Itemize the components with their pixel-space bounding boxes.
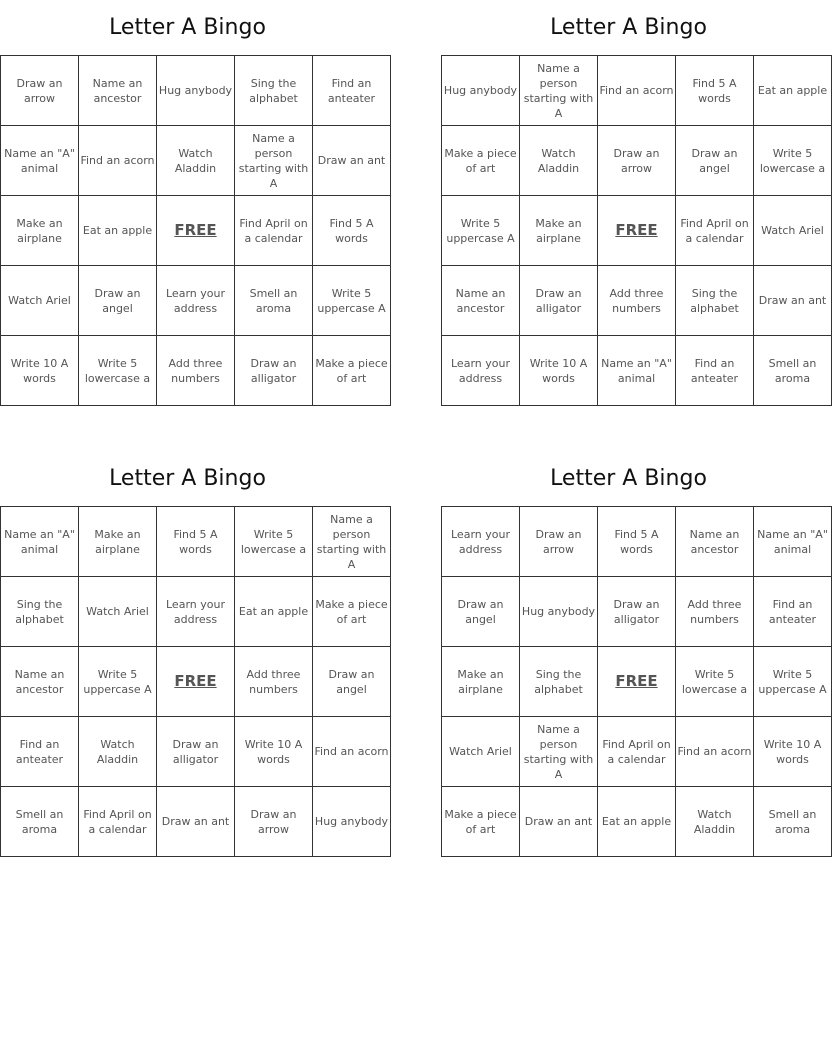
bingo-cell: Name an "A" animal (754, 507, 832, 577)
bingo-cell: Eat an apple (235, 577, 313, 647)
bingo-cell: Watch Aladdin (157, 126, 235, 196)
bingo-cell: Hug anybody (520, 577, 598, 647)
bingo-row (1, 507, 391, 577)
bingo-cell: Find April on a calendar (235, 196, 313, 266)
bingo-cell: Add three numbers (676, 577, 754, 647)
bingo-cell: Write 5 lowercase a (235, 507, 313, 577)
bingo-grid (441, 55, 832, 406)
bingo-cell: Name an ancestor (676, 507, 754, 577)
bingo-cell: Hug anybody (313, 787, 391, 857)
bingo-cell: Name an "A" animal (1, 126, 79, 196)
bingo-cell: Find an acorn (598, 56, 676, 126)
bingo-cell: Make an airplane (520, 196, 598, 266)
bingo-cell: Sing the alphabet (1, 577, 79, 647)
bingo-cell: Name an ancestor (1, 647, 79, 717)
bingo-cell: Hug anybody (442, 56, 520, 126)
bingo-cell: Learn your address (442, 507, 520, 577)
bingo-cell: Make a piece of art (313, 577, 391, 647)
card-title: Letter A Bingo (109, 466, 266, 491)
bingo-cell: Smell an aroma (1, 787, 79, 857)
bingo-cell: Draw an angel (676, 126, 754, 196)
bingo-row (442, 126, 832, 196)
bingo-row (442, 787, 832, 857)
bingo-cell: Draw an arrow (235, 787, 313, 857)
bingo-cell: Draw an ant (157, 787, 235, 857)
bingo-cell: Find 5 A words (598, 507, 676, 577)
bingo-cell: Add three numbers (235, 647, 313, 717)
bingo-cell: Make an airplane (1, 196, 79, 266)
bingo-cell: Find an anteater (1, 717, 79, 787)
bingo-cell: Draw an alligator (157, 717, 235, 787)
bingo-card-4 (441, 451, 828, 857)
bingo-cell: Smell an aroma (754, 336, 832, 406)
free-space: FREE (598, 196, 676, 266)
bingo-cell: Eat an apple (79, 196, 157, 266)
bingo-cell: Write 5 uppercase A (442, 196, 520, 266)
bingo-card-3 (0, 451, 389, 857)
bingo-cell: Name a person starting with A (235, 126, 313, 196)
bingo-row (442, 717, 832, 787)
card-title: Letter A Bingo (550, 15, 707, 40)
bingo-cell: Make a piece of art (442, 126, 520, 196)
bingo-cell: Make an airplane (442, 647, 520, 717)
bingo-cell: Draw an ant (754, 266, 832, 336)
bingo-cell: Find an acorn (676, 717, 754, 787)
bingo-cell: Write 5 uppercase A (754, 647, 832, 717)
bingo-cell: Make an airplane (79, 507, 157, 577)
bingo-cell: Make a piece of art (313, 336, 391, 406)
bingo-cell: Find an anteater (754, 577, 832, 647)
free-space: FREE (598, 647, 676, 717)
bingo-cell: Watch Ariel (754, 196, 832, 266)
bingo-cell: Write 10 A words (520, 336, 598, 406)
bingo-grid (0, 506, 391, 857)
bingo-cell: Add three numbers (157, 336, 235, 406)
bingo-cell: Learn your address (442, 336, 520, 406)
bingo-cell: Watch Ariel (442, 717, 520, 787)
bingo-cell: Name an "A" animal (1, 507, 79, 577)
bingo-row (1, 336, 391, 406)
bingo-cell: Draw an ant (313, 126, 391, 196)
bingo-row (1, 717, 391, 787)
bingo-cell: Write 5 uppercase A (313, 266, 391, 336)
bingo-row (442, 266, 832, 336)
bingo-cell: Name an ancestor (79, 56, 157, 126)
bingo-row (1, 56, 391, 126)
bingo-card-1 (0, 0, 388, 406)
card-title: Letter A Bingo (550, 466, 707, 491)
bingo-cell: Eat an apple (754, 56, 832, 126)
bingo-cell: Draw an alligator (235, 336, 313, 406)
bingo-cell: Name an "A" animal (598, 336, 676, 406)
bingo-grid (0, 55, 391, 406)
bingo-cell: Sing the alphabet (676, 266, 754, 336)
bingo-row (442, 56, 832, 126)
bingo-cell: Find an acorn (313, 717, 391, 787)
bingo-cell: Name a person starting with A (520, 56, 598, 126)
bingo-row (1, 787, 391, 857)
bingo-cell: Watch Ariel (1, 266, 79, 336)
bingo-cell: Add three numbers (598, 266, 676, 336)
bingo-cell: Eat an apple (598, 787, 676, 857)
bingo-cell: Write 10 A words (1, 336, 79, 406)
free-space: FREE (157, 647, 235, 717)
bingo-cell: Draw an arrow (520, 507, 598, 577)
bingo-row (1, 647, 391, 717)
bingo-cell: Write 10 A words (235, 717, 313, 787)
bingo-row (442, 336, 832, 406)
bingo-grid (441, 506, 832, 857)
bingo-cell: Draw an angel (313, 647, 391, 717)
bingo-cell: Write 5 lowercase a (79, 336, 157, 406)
bingo-cell: Learn your address (157, 266, 235, 336)
bingo-cell: Watch Aladdin (676, 787, 754, 857)
bingo-cell: Write 10 A words (754, 717, 832, 787)
bingo-cell: Watch Ariel (79, 577, 157, 647)
card-title: Letter A Bingo (109, 15, 266, 40)
bingo-cell: Learn your address (157, 577, 235, 647)
bingo-cell: Write 5 lowercase a (676, 647, 754, 717)
bingo-cell: Draw an arrow (1, 56, 79, 126)
bingo-row (442, 577, 832, 647)
bingo-cell: Watch Aladdin (520, 126, 598, 196)
bingo-row (1, 126, 391, 196)
bingo-row (442, 507, 832, 577)
bingo-cell: Find April on a calendar (598, 717, 676, 787)
bingo-row (1, 196, 391, 266)
bingo-cell: Draw an alligator (520, 266, 598, 336)
bingo-cell: Draw an ant (520, 787, 598, 857)
bingo-row (442, 196, 832, 266)
bingo-cell: Name a person starting with A (520, 717, 598, 787)
bingo-cell: Write 5 lowercase a (754, 126, 832, 196)
bingo-row (1, 266, 391, 336)
bingo-cell: Smell an aroma (235, 266, 313, 336)
free-space: FREE (157, 196, 235, 266)
bingo-cell: Name a person starting with A (313, 507, 391, 577)
bingo-card-2 (441, 0, 828, 406)
bingo-cell: Draw an angel (442, 577, 520, 647)
bingo-cell: Sing the alphabet (235, 56, 313, 126)
bingo-cell: Write 5 uppercase A (79, 647, 157, 717)
bingo-cell: Find April on a calendar (79, 787, 157, 857)
bingo-cell: Name an ancestor (442, 266, 520, 336)
bingo-cell: Find 5 A words (313, 196, 391, 266)
bingo-cell: Smell an aroma (754, 787, 832, 857)
bingo-cell: Draw an angel (79, 266, 157, 336)
bingo-row (442, 647, 832, 717)
bingo-cell: Make a piece of art (442, 787, 520, 857)
bingo-cell: Find an acorn (79, 126, 157, 196)
bingo-row (1, 577, 391, 647)
bingo-cell: Find an anteater (676, 336, 754, 406)
bingo-cell: Sing the alphabet (520, 647, 598, 717)
bingo-cell: Find April on a calendar (676, 196, 754, 266)
bingo-cell: Draw an alligator (598, 577, 676, 647)
bingo-cell: Find 5 A words (676, 56, 754, 126)
bingo-cell: Hug anybody (157, 56, 235, 126)
bingo-cell: Draw an arrow (598, 126, 676, 196)
bingo-cell: Find an anteater (313, 56, 391, 126)
bingo-cell: Watch Aladdin (79, 717, 157, 787)
bingo-cell: Find 5 A words (157, 507, 235, 577)
